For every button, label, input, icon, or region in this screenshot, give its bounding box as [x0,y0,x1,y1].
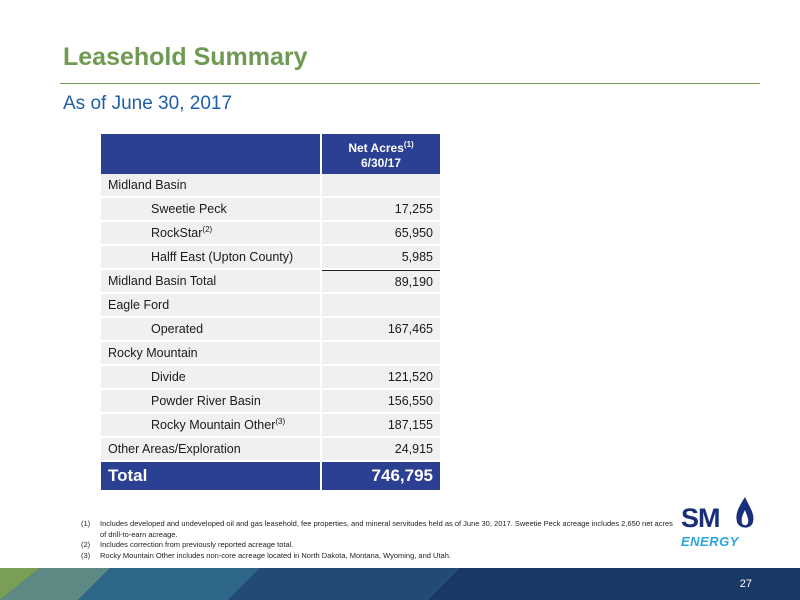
row-value: 167,465 [322,318,440,342]
footer-bar [0,568,800,600]
row-label: Divide [101,366,322,390]
footnote-number: (1) [81,519,91,528]
footnote-text: Includes developed and undeveloped oil and gas leasehold, fee properties, and mineral servitudes held as of June 30, 2017. Sweetie Peck acreage includes 2,650 net acres of drill-to-earn acreage. [100,519,673,539]
row-value: 156,550 [322,390,440,414]
row-value [322,294,440,318]
table-row-subtotal [101,270,440,294]
table-row [101,390,440,414]
net-acres-footnote-ref: (1) [403,140,414,149]
row-value: 89,190 [322,270,440,294]
row-label: Powder River Basin [101,390,322,414]
footnote [81,551,681,562]
row-value [322,342,440,366]
table-total-row [101,462,440,490]
footnote-number: (3) [81,550,91,560]
row-value: 24,915 [322,438,440,462]
footnote-number: (2) [81,540,91,549]
net-acres-header-cell [322,134,440,174]
footnote-text: Rocky Mountain Other includes non-core acreage located in North Dakota, Montana, Wyoming, and Utah. [100,550,451,560]
row-label: Midland Basin Total [101,270,322,294]
table-row [101,246,440,270]
row-label: Midland Basin [101,174,322,198]
page-number: 27 [739,578,752,590]
flame-icon [734,496,756,532]
row-value: 65,950 [322,222,440,246]
sm-energy-logo [681,496,761,556]
logo-energy-text: ENERGY [681,534,739,549]
table-header-row [101,134,440,174]
row-value [322,174,440,198]
table-row [101,366,440,390]
table-row [101,438,440,462]
table-row [101,222,440,246]
row-label: Rocky Mountain Other$^{(3)}$ [101,414,322,438]
row-value: 17,255 [322,198,440,222]
page-subtitle: As of June 30, 2017 [63,93,233,114]
table-row [101,414,440,438]
net-acres-date: 6/30/17 [360,156,402,170]
footer-stripes [0,568,800,600]
row-label: Other Areas/Exploration [101,438,322,462]
footnote [81,540,681,551]
footnotes [81,519,681,561]
row-label: RockStar$^{(2)}$ [101,222,322,246]
page-title: Leasehold Summary [63,43,308,71]
row-label: Halff East (Upton County) [101,246,322,270]
footnote-text: Includes correction from previously reported acreage total. [100,540,294,549]
header-blank-cell [101,134,322,174]
total-value: 746,795 [322,462,440,490]
row-label: Operated [101,318,322,342]
row-value: 5,985 [322,246,440,270]
leasehold-table [101,134,440,490]
row-footnote-ref: (3) [275,417,286,427]
table-row [101,174,440,198]
logo-wordmark: SM [681,503,720,533]
row-value: 187,155 [322,414,440,438]
footnote [81,519,681,540]
title-divider [60,83,760,84]
row-label: Rocky Mountain [101,342,322,366]
row-label: Sweetie Peck [101,198,322,222]
row-value: 121,520 [322,366,440,390]
table-row [101,318,440,342]
table-row [101,198,440,222]
table-row [101,294,440,318]
table-row [101,342,440,366]
row-label: Eagle Ford [101,294,322,318]
row-footnote-ref: (2) [202,225,213,235]
total-label: Total [101,462,322,490]
net-acres-header: Net Acres [348,141,404,155]
